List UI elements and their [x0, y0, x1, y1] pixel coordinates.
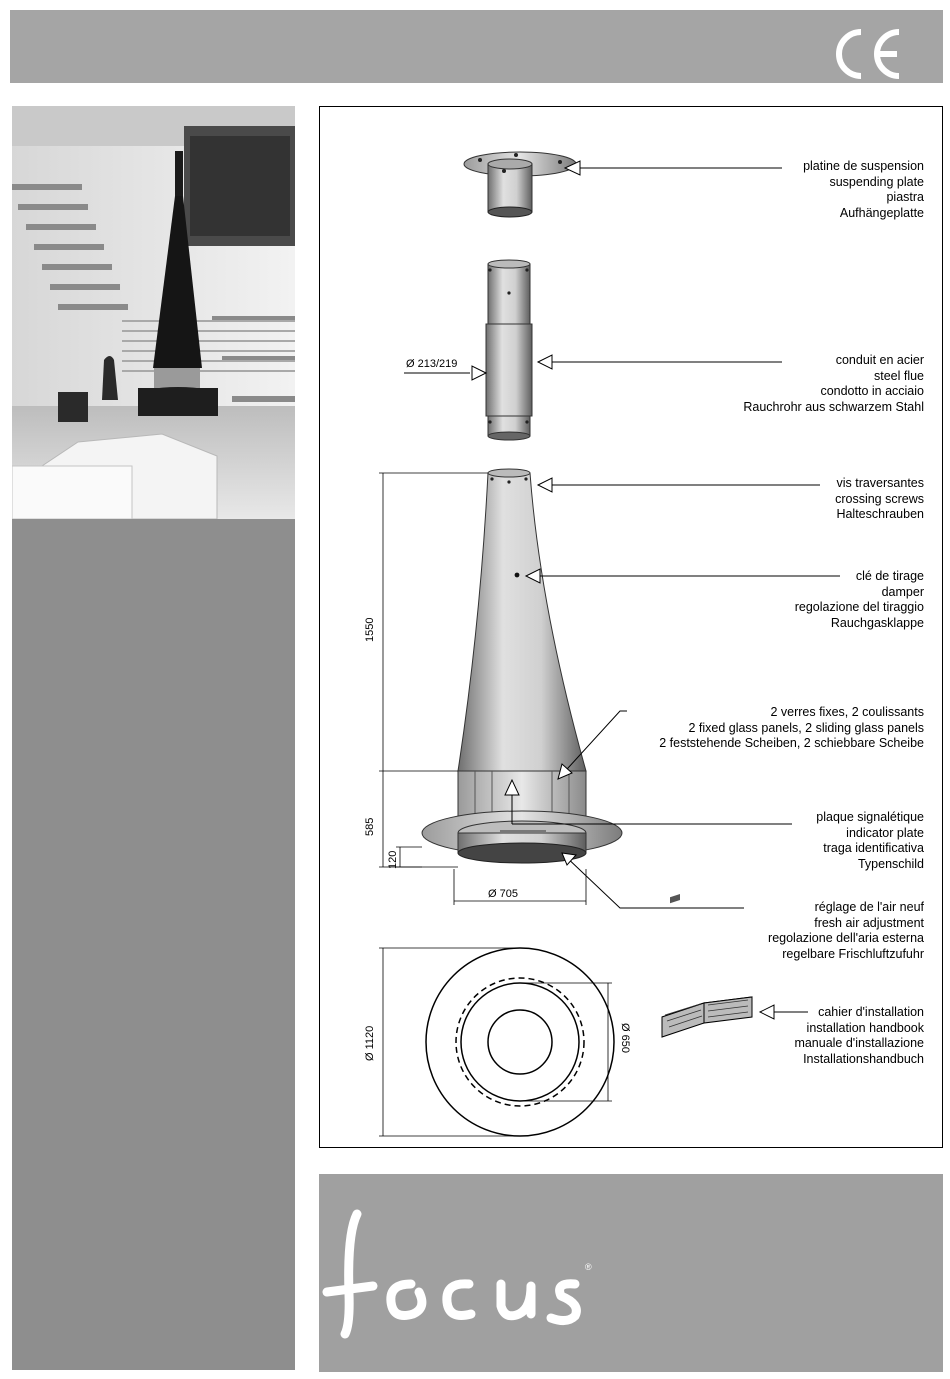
label-line: manuale d'installazione: [794, 1036, 924, 1051]
label-line: fresh air adjustment: [814, 915, 924, 930]
label-line: regelbare Frischluftzufuhr: [782, 946, 924, 961]
focus-logo: [319, 1174, 943, 1372]
label-line: cahier d'installation: [818, 1005, 924, 1019]
exploded-view-diagram: [319, 106, 943, 1148]
label-line: Aufhängeplatte: [839, 205, 924, 220]
label-line: vis traversantes: [836, 476, 924, 490]
label-line: regolazione del tiraggio: [794, 600, 924, 615]
book-icon: [662, 894, 752, 1037]
base-plate: [422, 811, 622, 863]
label-line: crossing screws: [835, 491, 924, 506]
top-view: [426, 948, 614, 1136]
label-line: Rauchrohr aus schwarzem Stahl: [743, 399, 924, 414]
label-line: condotto in acciaio: [820, 384, 924, 399]
label-line: clé de tirage: [855, 569, 924, 583]
label-line: platine de suspension: [803, 159, 924, 173]
dim-inner-diameter: Ø 650: [619, 1023, 631, 1053]
dim-base-diameter: Ø 705: [488, 888, 518, 900]
dim-base-height: 120: [387, 850, 399, 869]
suspending-plate: [464, 152, 576, 217]
dim-plate-diameter: Ø 1120: [364, 1025, 376, 1061]
label-indicator-plate: [816, 810, 924, 872]
dim-flue-diameter: Ø 213/219: [406, 358, 458, 370]
steel-flue: [486, 260, 532, 440]
label-steel-flue: [743, 353, 924, 415]
registered-mark: ®: [585, 1262, 592, 1272]
dim-cone-height: 1550: [364, 617, 376, 642]
label-handbook: [794, 1005, 924, 1067]
label-crossing-screws: [835, 476, 924, 523]
header-bar: [10, 10, 943, 83]
label-line: suspending plate: [829, 174, 924, 189]
label-line: indicator plate: [846, 825, 924, 840]
label-line: piastra: [886, 190, 924, 205]
dim-glass-height: 585: [364, 817, 376, 836]
label-line: traga identificativa: [823, 841, 924, 856]
label-line: 2 feststehende Scheiben, 2 schiebbare Scheibe: [659, 736, 924, 751]
label-line: Rauchgasklappe: [830, 615, 924, 630]
label-line: Typenschild: [857, 856, 924, 871]
label-line: conduit en acier: [835, 353, 924, 367]
ce-mark-icon: [825, 26, 905, 82]
label-line: regolazione dell'aria esterna: [768, 931, 924, 946]
label-suspending-plate: [803, 159, 924, 221]
label-line: installation handbook: [806, 1020, 924, 1035]
label-line: 2 fixed glass panels, 2 sliding glass panels: [688, 720, 924, 735]
label-line: 2 verres fixes, 2 coulissants: [770, 705, 924, 719]
label-damper: [795, 569, 924, 631]
fireplace-room-photo: [12, 106, 295, 519]
cone-hood: [458, 469, 586, 771]
label-line: damper: [881, 584, 924, 599]
label-glass-panels: [659, 705, 924, 752]
label-line: plaque signalétique: [816, 810, 924, 824]
footer-logo-panel: [319, 1174, 943, 1372]
label-fresh-air: [768, 900, 924, 962]
label-line: steel flue: [873, 368, 924, 383]
label-line: réglage de l'air neuf: [814, 900, 924, 914]
label-line: Installationshandbuch: [803, 1051, 924, 1066]
label-line: Halteschrauben: [836, 507, 924, 522]
